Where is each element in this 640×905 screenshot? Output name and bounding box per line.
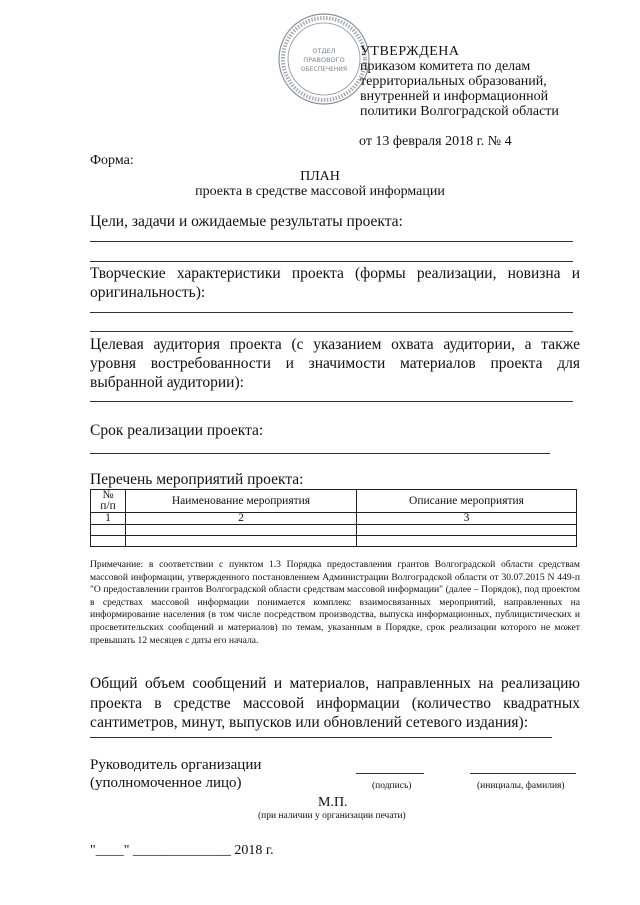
approval-line: приказом комитета по делам <box>360 59 531 74</box>
sign-caption: (подпись) <box>372 781 412 791</box>
col-num-a: № <box>102 489 114 501</box>
events-table <box>90 489 577 547</box>
table-row <box>91 536 577 547</box>
doc-title-block <box>0 169 640 199</box>
table-cell: 2 <box>126 513 357 525</box>
note-text: Примечание: в соответствии с пунктом 1.3 Порядка предоставления грантов Волгоградской области средствам массовой информации, утвержденного постановлением Администрации Волгоградской области от 30.07.2015 N 449-п "О предоставлении грантов Волгоградской области средствам массовой информации" (далее – Порядок), под проектом в средствах массовой информации понимается комплекс взаимосвязанных мероприятий, направленных на информирование населения (в том числе посредством производства, выпуска информационных, публицистических и просветительских сообщений и материалов) по темам, указанным в Порядке, срок реализации которого не может превышать 12 месяцев с даты его начала. <box>90 559 580 646</box>
svg-text:ПРАВОВОГО: ПРАВОВОГО <box>303 56 345 64</box>
table-cell <box>126 525 357 536</box>
fill-line <box>90 401 573 402</box>
table-header-row <box>91 490 577 513</box>
signature-line <box>356 773 424 774</box>
section-creative: Творческие характеристики проекта (формы реализации, новизна и оригинальность): <box>90 265 580 301</box>
table-row <box>91 513 577 525</box>
section-events: Перечень мероприятий проекта: <box>90 471 304 488</box>
mp-note: (при наличии у организации печати) <box>258 811 406 821</box>
approval-line: политики Волгоградской области <box>360 104 559 119</box>
approval-line: внутренней и информационной <box>360 89 549 104</box>
col-desc-header: Описание мероприятия <box>357 490 577 513</box>
table-cell <box>91 525 126 536</box>
approval-block <box>360 44 559 119</box>
fill-line <box>90 261 573 262</box>
doc-title: ПЛАН <box>300 169 340 184</box>
initials-caption: (инициалы, фамилия) <box>477 781 565 791</box>
head-line-2: (уполномоченное лицо) <box>90 775 242 791</box>
svg-text:ОБЕСПЕЧЕНИЯ: ОБЕСПЕЧЕНИЯ <box>300 66 348 73</box>
section-term: Срок реализации проекта: <box>90 422 264 439</box>
col-num-b: п/п <box>100 500 116 512</box>
official-stamp <box>276 11 372 107</box>
table-cell <box>126 536 357 547</box>
svg-text:ОТДЕЛ: ОТДЕЛ <box>312 47 336 55</box>
fill-line <box>90 453 550 454</box>
table-cell: 3 <box>357 513 577 525</box>
section-volume: Общий объем сообщений и материалов, направленных на реализацию проекта в средстве массовой информации (количество квадратных сантиметров, минут, выпусков или обновлений сетевого издания): <box>90 675 580 731</box>
table-cell: 1 <box>91 513 126 525</box>
col-name-header: Наименование мероприятия <box>126 490 357 513</box>
form-label: Форма: <box>90 153 134 168</box>
table-row <box>91 525 577 536</box>
date-line: "____" ______________ 2018 г. <box>90 843 274 858</box>
approval-date: от 13 февраля 2018 г. № 4 <box>359 134 512 149</box>
table-cell <box>357 536 577 547</box>
mp-label: М.П. <box>318 795 348 810</box>
initials-line <box>470 773 576 774</box>
section-goals: Цели, задачи и ожидаемые результаты проекта: <box>90 213 403 230</box>
approval-line: территориальных образований, <box>360 74 547 89</box>
fill-line <box>90 312 573 313</box>
approval-title: УТВЕРЖДЕНА <box>360 44 460 59</box>
head-line-1: Руководитель организации <box>90 757 262 773</box>
fill-line <box>90 737 552 738</box>
col-num-header <box>91 490 126 513</box>
fill-line <box>90 331 573 332</box>
table-cell <box>91 536 126 547</box>
doc-subtitle: проекта в средстве массовой информации <box>195 184 445 199</box>
fill-line <box>90 241 573 242</box>
table-cell <box>357 525 577 536</box>
section-audience: Целевая аудитория проекта (с указанием охвата аудитории, а также уровня востребованности и значимости материалов проекта для выбранной аудитории): <box>90 336 580 391</box>
